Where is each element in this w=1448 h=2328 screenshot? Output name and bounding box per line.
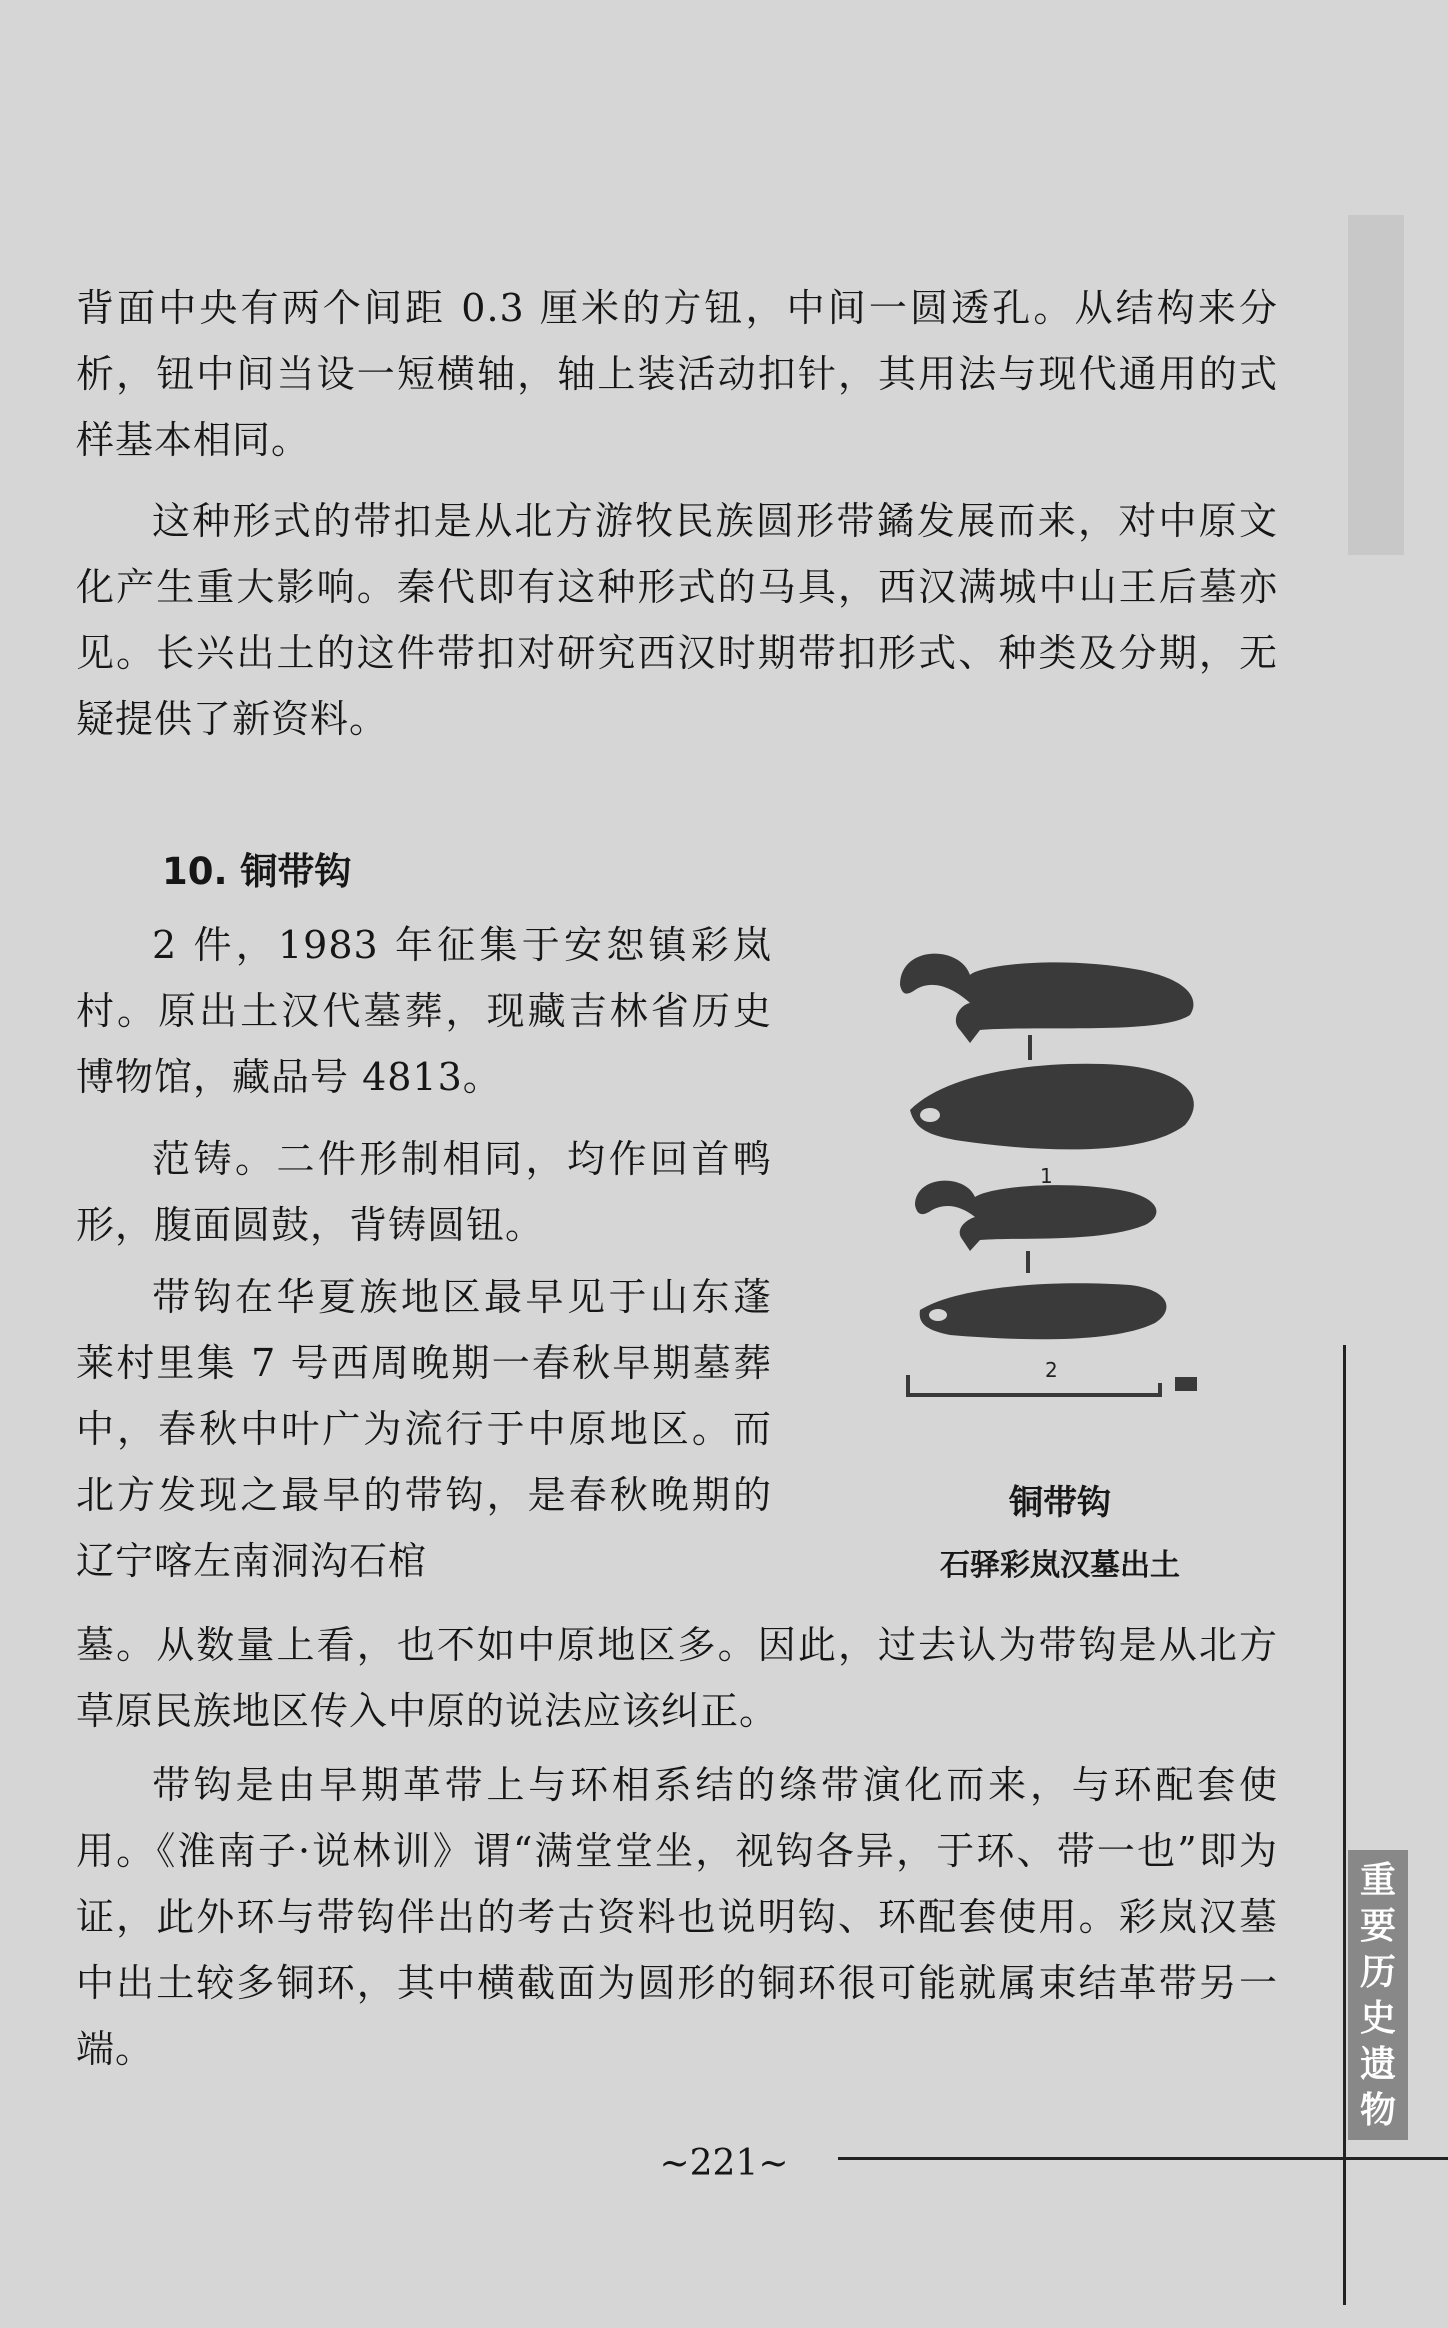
side-tab-char: 物 [1359,2090,1396,2131]
figure-label-1: 1 [1040,1164,1053,1188]
page-edge-tab-shadow [1348,215,1404,555]
paragraph-3: 2 件，1983 年征集于安恕镇彩岚村。原出土汉代墓葬，现藏吉林省历史博物馆，藏品号 4813。 [76,923,772,1099]
belt-hook-illustration [860,925,1220,1445]
side-tab-char: 历 [1359,1952,1396,1993]
paragraph-1: 背面中央有两个间距 0.3 厘米的方钮，中间一圆透孔。从结构来分析，钮中间当设一短横轴，轴上装活动扣针，其用法与现代通用的式样基本相同。 [76,286,1278,462]
paragraph-2: 这种形式的带扣是从北方游牧民族圆形带鐍发展而来，对中原文化产生重大影响。秦代即有这种形式的马具，西汉满城中山王后墓亦见。长兴出土的这件带扣对研究西汉时期带扣形式、种类及分期，无疑提供了新资料。 [76,499,1278,741]
side-tab-char: 史 [1359,1998,1396,2039]
figure-label-2: 2 [1045,1358,1058,1382]
footer-rule [838,2157,1448,2160]
chapter-side-tab [1348,1850,1408,2140]
side-tab-char: 重 [1359,1860,1396,1901]
side-tab-char: 要 [1359,1906,1396,1947]
figure-caption-title: 铜带钩 [1009,1483,1111,1523]
paragraph-5-continued: 墓。从数量上看，也不如中原地区多。因此，过去认为带钩是从北方草原民族地区传入中原的说法应该纠正。 [76,1623,1278,1733]
side-tab-char: 遗 [1359,2044,1396,2085]
paragraph-6: 带钩是由早期革带上与环相系结的绦带演化而来，与环配套使用。《淮南子·说林训》谓“满堂堂坐，视钩各异，于环、带一也”即为证，此外环与带钩伴出的考古资料也说明钩、环配套使用。彩岚汉墓中出土较多铜环，其中横截面为圆形的铜环很可能就属束结革带另一端。 [76,1763,1278,2071]
paragraph-5: 带钩在华夏族地区最早见于山东蓬莱村里集 7 号西周晚期一春秋早期墓葬中，春秋中叶广为流行于中原地区。而北方发现之最早的带钩，是春秋晚期的辽宁喀左南洞沟石棺 [76,1275,772,1583]
margin-rule [1343,1345,1346,2305]
page-number: ~221~ [659,2143,789,2184]
figure-caption-subtitle: 石驿彩岚汉墓出土 [940,1548,1180,1583]
section-heading: 10. 铜带钩 [162,850,352,893]
paragraph-4: 范铸。二件形制相同，均作回首鸭形，腹面圆鼓，背铸圆钮。 [76,1137,772,1247]
